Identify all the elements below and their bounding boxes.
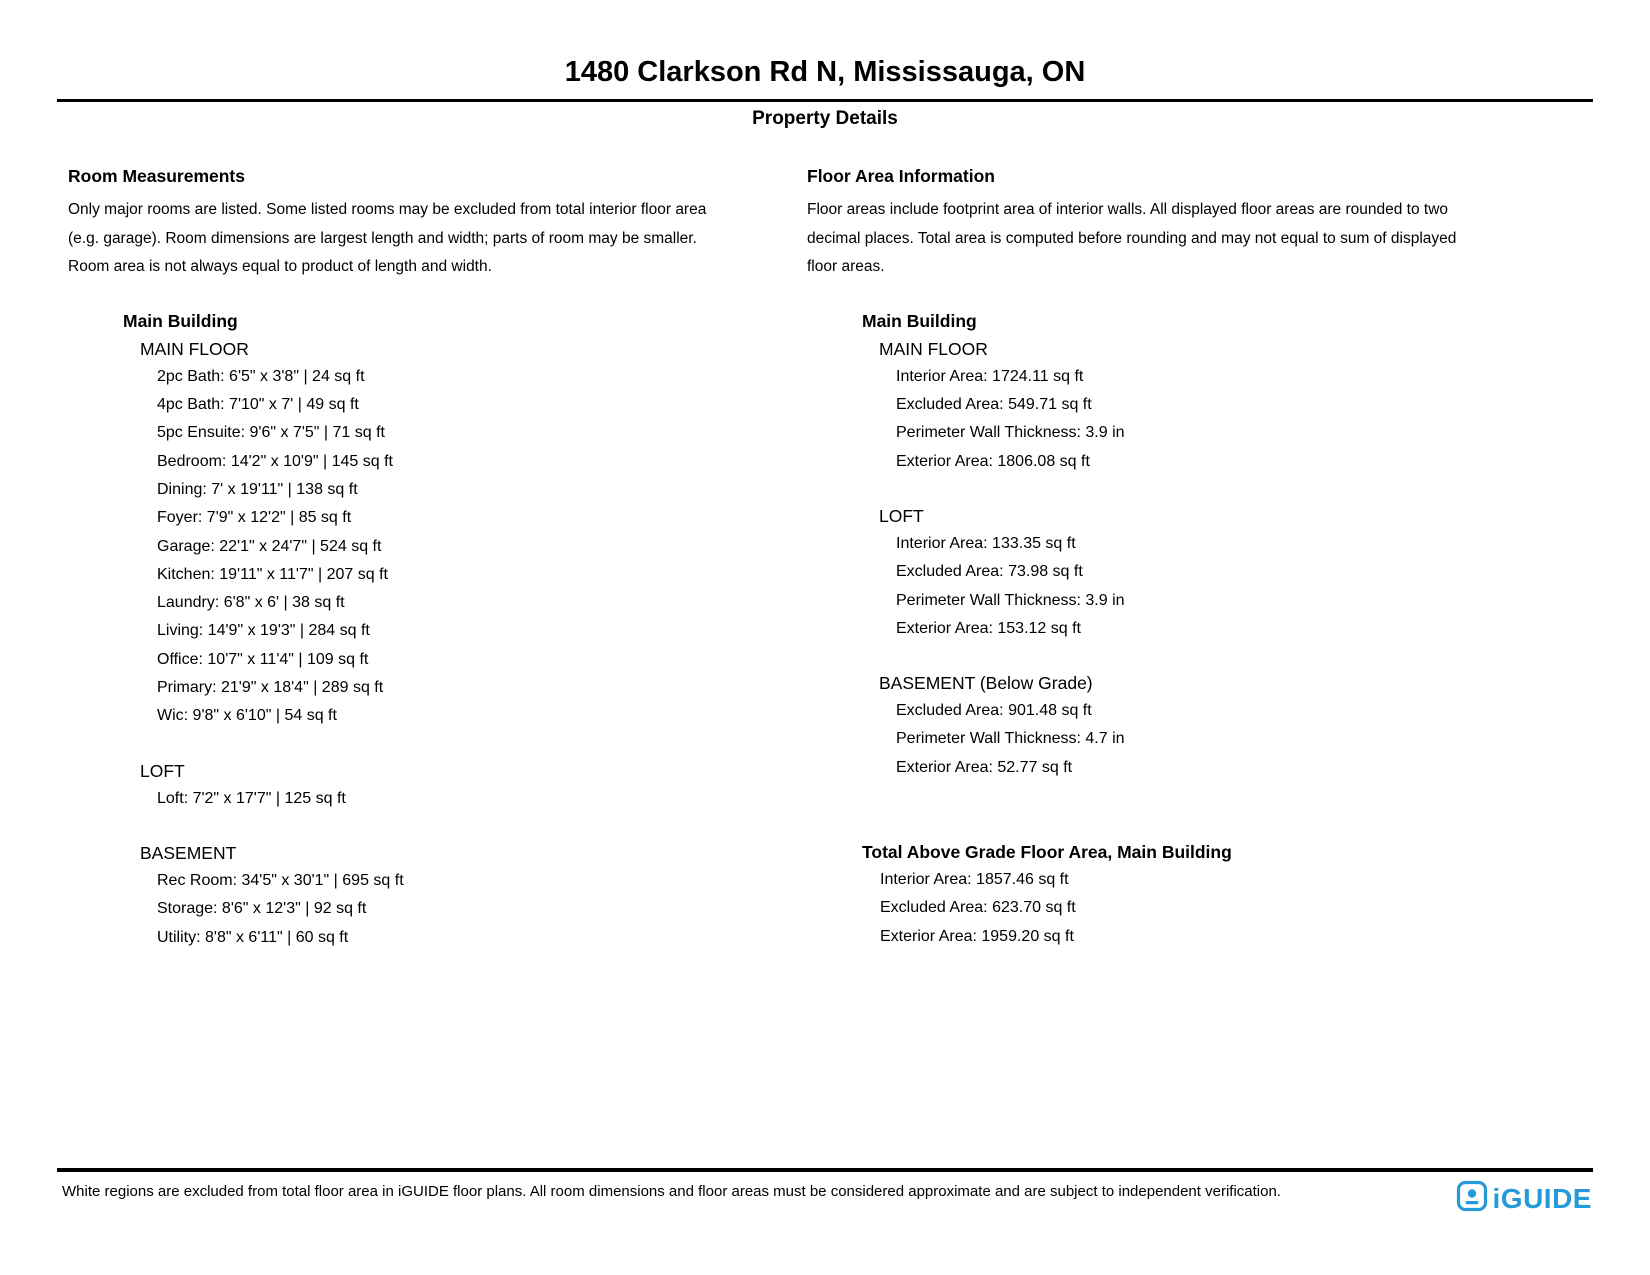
room-line: 5pc Ensuite: 9'6" x 7'5" | 71 sq ft	[157, 424, 385, 442]
room-line: Living: 14'9" x 19'3" | 284 sq ft	[157, 622, 370, 640]
footer-disclaimer: White regions are excluded from total floor area in iGUIDE floor plans. All room dimensions and floor areas must be considered approximate and are subject to independent verification.	[62, 1183, 1281, 1200]
room-line: Wic: 9'8" x 6'10" | 54 sq ft	[157, 707, 337, 725]
room-line: Garage: 22'1" x 24'7" | 524 sq ft	[157, 537, 382, 555]
iguide-logo-text: iGUIDE	[1492, 1182, 1592, 1214]
area-line: Excluded Area: 623.70 sq ft	[880, 899, 1076, 917]
room-measurements-heading: Room Measurements	[68, 166, 245, 186]
area-line: Exterior Area: 52.77 sq ft	[896, 758, 1073, 776]
room-line: Storage: 8'6" x 12'3" | 92 sq ft	[157, 900, 367, 918]
room-line: Kitchen: 19'11" x 11'7" | 207 sq ft	[157, 565, 388, 583]
floor-section-basement	[68, 839, 788, 952]
floor-name: BASEMENT	[140, 842, 237, 863]
room-line: Utility: 8'8" x 6'11" | 60 sq ft	[157, 928, 349, 946]
room-line: 4pc Bath: 7'10" x 7' | 49 sq ft	[157, 396, 359, 414]
area-line: Interior Area: 1724.11 sq ft	[896, 367, 1084, 385]
floor-area-description-line: floor areas.	[807, 258, 885, 276]
page-subtitle: Property Details	[752, 108, 898, 129]
floor-area-building	[807, 307, 1547, 782]
iguide-logo	[1456, 1180, 1592, 1217]
floor-name: MAIN FLOOR	[140, 338, 249, 359]
room-line: Loft: 7'2" x 17'7" | 125 sq ft	[157, 789, 346, 807]
floor-area-description-line: decimal places. Total area is computed before rounding and may not equal to sum of displayed	[807, 229, 1457, 247]
page-title: 1480 Clarkson Rd N, Mississauga, ON	[564, 56, 1086, 88]
area-section-loft	[807, 502, 1547, 643]
room-line: Rec Room: 34'5" x 30'1" | 695 sq ft	[157, 871, 404, 889]
area-line: Interior Area: 1857.46 sq ft	[880, 871, 1069, 889]
area-line: Perimeter Wall Thickness: 4.7 in	[896, 730, 1125, 748]
room-measurements-description-line: Only major rooms are listed. Some listed rooms may be excluded from total interior floor area	[68, 201, 707, 218]
area-line: Excluded Area: 73.98 sq ft	[896, 563, 1083, 581]
footer-divider	[57, 1168, 1593, 1172]
room-line: Bedroom: 14'2" x 10'9" | 145 sq ft	[157, 452, 393, 470]
area-line: Perimeter Wall Thickness: 3.9 in	[896, 591, 1125, 609]
room-measurements-description-line: Room area is not always equal to product of length and width.	[68, 258, 492, 276]
floor-name: LOFT	[140, 760, 185, 781]
room-measurements-description-line: (e.g. garage). Room dimensions are largest length and width; parts of room may be smaller.	[68, 229, 697, 247]
room-line: Dining: 7' x 19'11" | 138 sq ft	[157, 480, 358, 498]
room-line: Office: 10'7" x 11'4" | 109 sq ft	[157, 650, 369, 668]
area-line: Exterior Area: 1806.08 sq ft	[896, 452, 1090, 470]
room-line: Foyer: 7'9" x 12'2" | 85 sq ft	[157, 509, 352, 527]
room-line: Laundry: 6'8" x 6' | 38 sq ft	[157, 594, 345, 612]
floor-section-main-floor	[68, 335, 788, 731]
floor-area-description-line: Floor areas include footprint area of interior walls. All displayed floor areas are rounded to two	[807, 201, 1449, 218]
floor-area-information-column	[807, 166, 1547, 951]
building-name: Main Building	[123, 310, 238, 331]
floor-section-loft	[68, 757, 788, 813]
room-measurements-column	[68, 166, 788, 952]
area-line: Exterior Area: 153.12 sq ft	[896, 619, 1081, 637]
area-line: Excluded Area: 549.71 sq ft	[896, 396, 1092, 414]
floor-name: LOFT	[879, 505, 924, 526]
room-line: 2pc Bath: 6'5" x 3'8" | 24 sq ft	[157, 367, 365, 385]
room-measurements-building	[68, 307, 788, 952]
iguide-logo-icon	[1456, 1180, 1488, 1217]
area-line: Excluded Area: 901.48 sq ft	[896, 702, 1092, 720]
building-name: Main Building	[862, 310, 977, 331]
total-above-grade-block	[807, 838, 1547, 951]
title-divider	[57, 99, 1593, 102]
total-above-grade-heading: Total Above Grade Floor Area, Main Building	[862, 842, 1232, 863]
room-line: Primary: 21'9" x 18'4" | 289 sq ft	[157, 679, 384, 697]
floor-name: BASEMENT (Below Grade)	[879, 673, 1093, 694]
floor-name: MAIN FLOOR	[879, 338, 988, 359]
area-section-basement	[807, 669, 1547, 782]
area-line: Interior Area: 133.35 sq ft	[896, 534, 1076, 552]
area-section-main-floor	[807, 335, 1547, 476]
area-line: Perimeter Wall Thickness: 3.9 in	[896, 424, 1125, 442]
area-line: Exterior Area: 1959.20 sq ft	[880, 927, 1074, 945]
floor-area-information-heading: Floor Area Information	[807, 166, 995, 186]
